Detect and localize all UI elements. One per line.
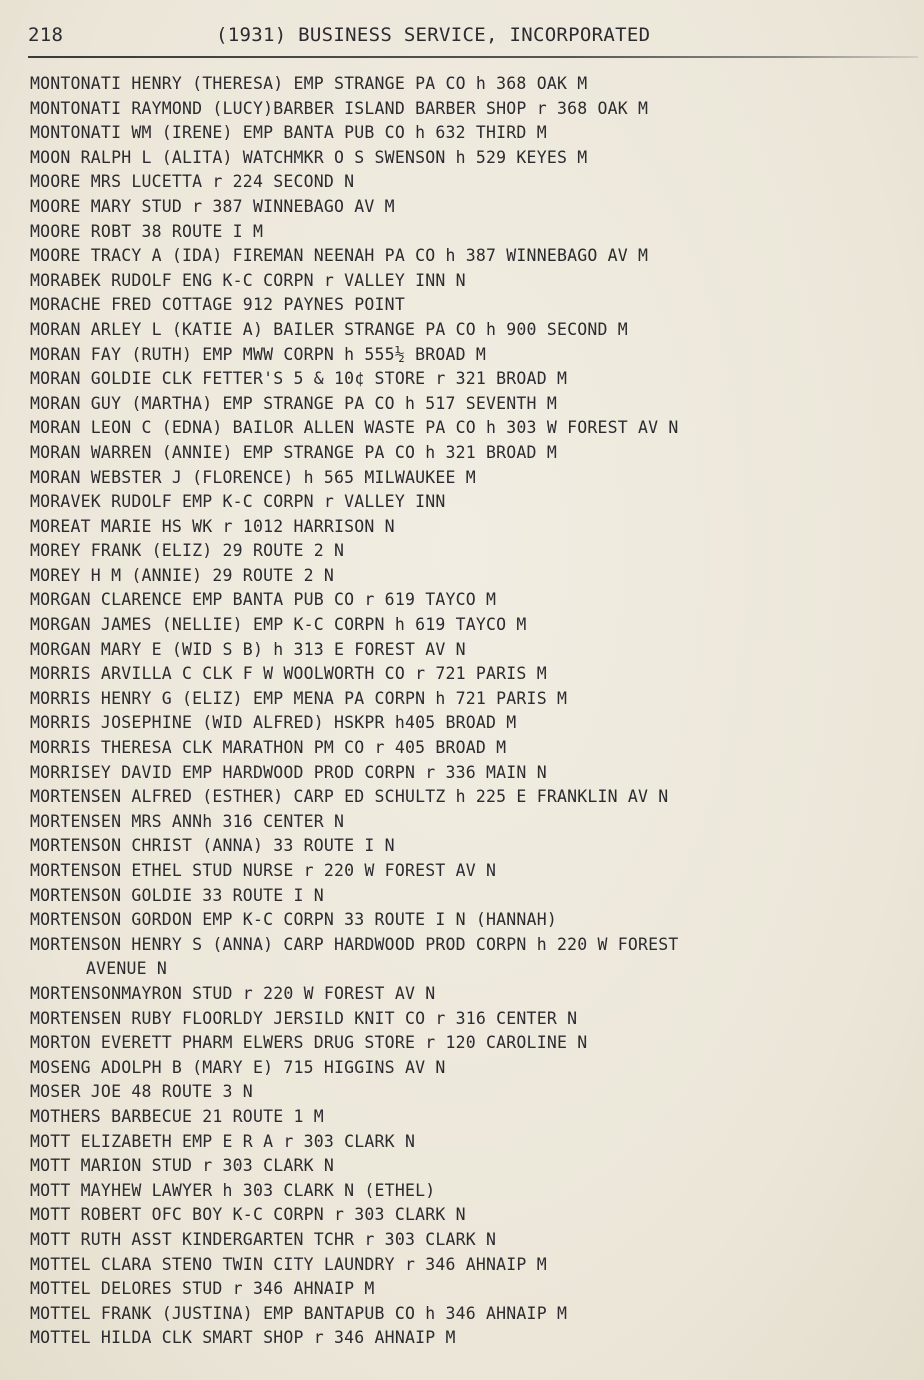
- directory-entry: MOTTEL CLARA STENO TWIN CITY LAUNDRY r 346 AHNAIP M: [30, 1254, 547, 1274]
- directory-entry: MORTON EVERETT PHARM ELWERS DRUG STORE r 120 CAROLINE N: [30, 1033, 588, 1053]
- directory-entry: MOSER JOE 48 ROUTE 3 N: [30, 1082, 253, 1102]
- directory-entry: MORAN WARREN (ANNIE) EMP STRANGE PA CO h 321 BROAD M: [30, 442, 557, 462]
- directory-entry: MOTTEL HILDA CLK SMART SHOP r 346 AHNAIP M: [30, 1328, 456, 1348]
- directory-entry: MOTT MAYHEW LAWYER h 303 CLARK N (ETHEL): [30, 1180, 436, 1200]
- directory-entry: MONTONATI HENRY (THERESA) EMP STRANGE PA CO h 368 OAK M: [30, 74, 588, 93]
- directory-entry: MOORE MARY STUD r 387 WINNEBAGO AV M: [30, 196, 395, 216]
- directory-entry: MOON RALPH L (ALITA) WATCHMKR O S SWENSON h 529 KEYES M: [30, 147, 588, 167]
- directory-entry: MORAVEK RUDOLF EMP K-C CORPN r VALLEY INN: [30, 492, 446, 512]
- directory-entry: MORTENSEN RUBY FLOORLDY JERSILD KNIT CO r 316 CENTER N: [30, 1008, 578, 1028]
- directory-entry: MOTTEL FRANK (JUSTINA) EMP BANTAPUB CO h 346 AHNAIP M: [30, 1303, 568, 1323]
- directory-entry: MONTONATI WM (IRENE) EMP BANTA PUB CO h 632 THIRD M: [30, 123, 547, 143]
- directory-entry: MOTT MARION STUD r 303 CLARK N: [30, 1156, 335, 1176]
- directory-entry: MORTENSEN MRS ANNh 316 CENTER N: [30, 811, 345, 831]
- directory-entry: MORAN WEBSTER J (FLORENCE) h 565 MILWAUKEE M: [30, 467, 476, 487]
- directory-entry: MOTHERS BARBECUE 21 ROUTE 1 M: [30, 1106, 324, 1126]
- page-number: 218: [28, 24, 64, 46]
- directory-entry: MOREY H M (ANNIE) 29 ROUTE 2 N: [30, 565, 335, 585]
- directory-entry: MOREY FRANK (ELIZ) 29 ROUTE 2 N: [30, 541, 345, 561]
- directory-entry: MORTENSEN ALFRED (ESTHER) CARP ED SCHULTZ h 225 E FRANKLIN AV N: [30, 787, 669, 807]
- directory-entry: MORACHE FRED COTTAGE 912 PAYNES POINT: [30, 295, 405, 315]
- directory-entry: MORRIS THERESA CLK MARATHON PM CO r 405 BROAD M: [30, 738, 507, 758]
- directory-entry: MORAN GOLDIE CLK FETTER'S 5 & 10¢ STORE r 321 BROAD M: [30, 369, 568, 389]
- directory-entry: MOTT ROBERT OFC BOY K-C CORPN r 303 CLARK N: [30, 1205, 466, 1225]
- directory-entry: MORABEK RUDOLF ENG K-C CORPN r VALLEY INN N: [30, 270, 466, 290]
- directory-entry: MORTENSONMAYRON STUD r 220 W FOREST AV N: [30, 983, 436, 1003]
- directory-entry: MOSENG ADOLPH B (MARY E) 715 HIGGINS AV N: [30, 1057, 446, 1077]
- directory-entry-continuation: AVENUE N: [86, 959, 168, 979]
- directory-entry: MORAN GUY (MARTHA) EMP STRANGE PA CO h 517 SEVENTH M: [30, 393, 557, 413]
- directory-entry: MOORE MRS LUCETTA r 224 SECOND N: [30, 172, 355, 192]
- directory-entry: MORTENSON HENRY S (ANNA) CARP HARDWOOD PROD CORPN h 220 W FOREST: [30, 934, 679, 954]
- directory-entry: MORTENSON CHRIST (ANNA) 33 ROUTE I N: [30, 836, 395, 856]
- header-rule: [28, 56, 918, 58]
- directory-entries: [30, 72, 910, 1351]
- directory-entry: MOORE ROBT 38 ROUTE I M: [30, 221, 264, 241]
- directory-entry: MORRIS HENRY G (ELIZ) EMP MENA PA CORPN h 721 PARIS M: [30, 688, 568, 708]
- page-header: [28, 24, 908, 54]
- directory-entry: MORTENSON GORDON EMP K-C CORPN 33 ROUTE I N (HANNAH): [30, 910, 557, 930]
- directory-entry: MOTT ELIZABETH EMP E R A r 303 CLARK N: [30, 1131, 416, 1151]
- directory-entry: MOREAT MARIE HS WK r 1012 HARRISON N: [30, 516, 395, 536]
- directory-entry: MORRIS JOSEPHINE (WID ALFRED) HSKPR h405 BROAD M: [30, 713, 517, 733]
- directory-entry: MONTONATI RAYMOND (LUCY)BARBER ISLAND BARBER SHOP r 368 OAK M: [30, 98, 649, 118]
- directory-entry: MORGAN MARY E (WID S B) h 313 E FOREST AV N: [30, 639, 466, 659]
- directory-entry: MORAN LEON C (EDNA) BAILOR ALLEN WASTE PA CO h 303 W FOREST AV N: [30, 418, 679, 438]
- directory-entry: MORTENSON GOLDIE 33 ROUTE I N: [30, 885, 324, 905]
- directory-entry: MOTT RUTH ASST KINDERGARTEN TCHR r 303 CLARK N: [30, 1229, 497, 1249]
- directory-entry: MORAN ARLEY L (KATIE A) BAILER STRANGE PA CO h 900 SECOND M: [30, 319, 628, 339]
- directory-entry: MORTENSON ETHEL STUD NURSE r 220 W FOREST AV N: [30, 861, 497, 880]
- directory-entry: MORGAN JAMES (NELLIE) EMP K-C CORPN h 619 TAYCO M: [30, 615, 527, 635]
- directory-entry: MOTTEL DELORES STUD r 346 AHNAIP M: [30, 1279, 375, 1299]
- directory-entry: MORRIS ARVILLA C CLK F W WOOLWORTH CO r 721 PARIS M: [30, 664, 547, 684]
- directory-entry: MORAN FAY (RUTH) EMP MWW CORPN h 555½ BROAD M: [30, 344, 487, 364]
- directory-entry: MORRISEY DAVID EMP HARDWOOD PROD CORPN r 336 MAIN N: [30, 762, 547, 782]
- directory-entry: MORGAN CLARENCE EMP BANTA PUB CO r 619 TAYCO M: [30, 590, 497, 610]
- directory-entry: MOORE TRACY A (IDA) FIREMAN NEENAH PA CO h 387 WINNEBAGO AV M: [30, 246, 649, 266]
- page-title: (1931) BUSINESS SERVICE, INCORPORATED: [216, 24, 651, 46]
